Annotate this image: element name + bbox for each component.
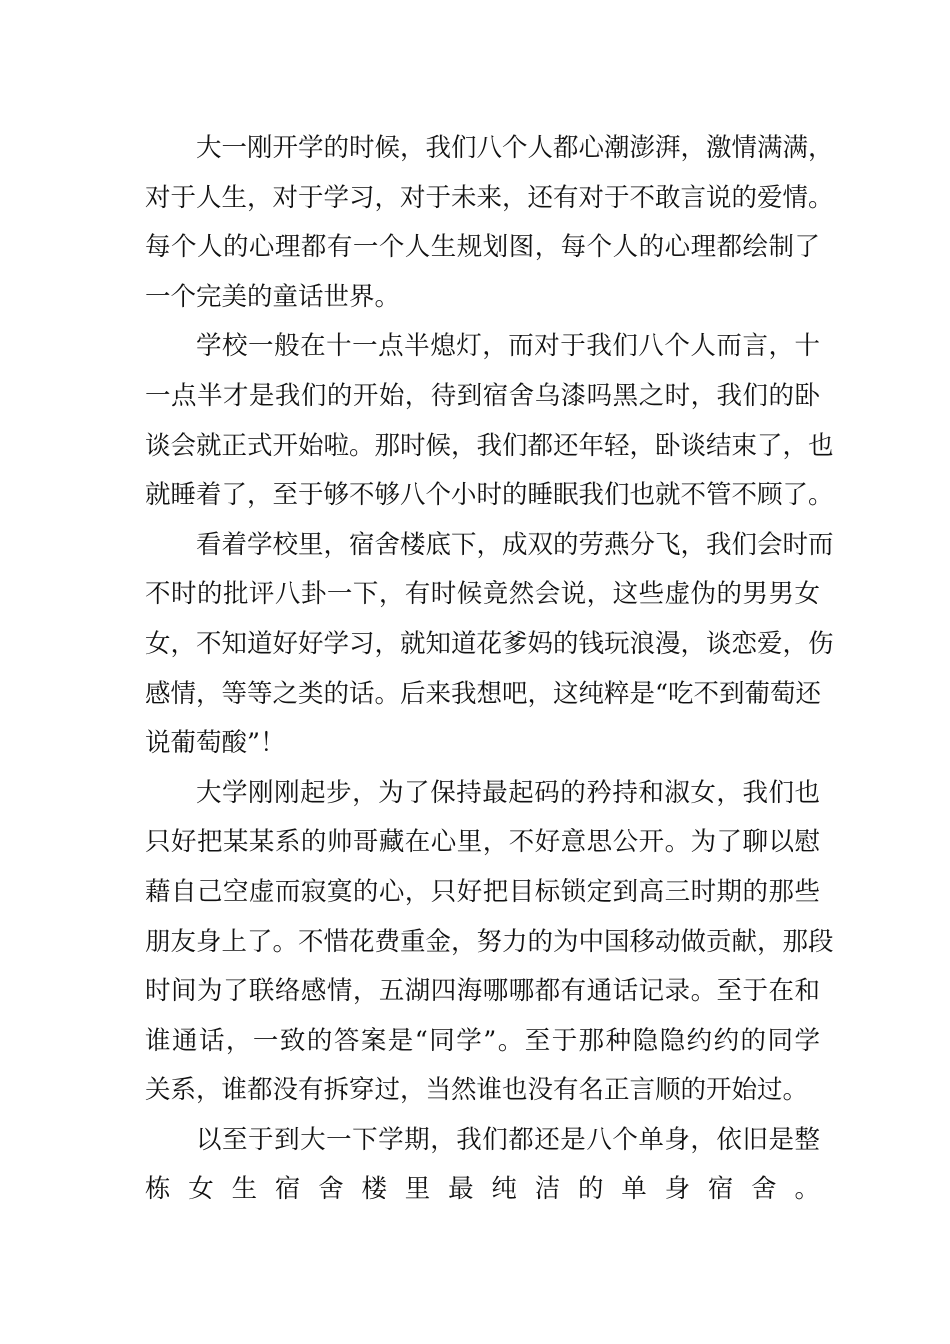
text-line: 看着学校里，宿舍楼底下，成双的劳燕分飞，我们会时而	[196, 529, 834, 560]
text-line: 说葡萄酸”！	[145, 728, 286, 759]
body-text	[145, 124, 834, 1215]
paragraph-1	[145, 124, 834, 322]
paragraph-2	[145, 322, 834, 520]
text-line: 每个人的心理都有一个人生规划图，每个人的心理都绘制了	[145, 232, 820, 263]
text-line: 谈会就正式开始啦。那时候，我们都还年轻，卧谈结束了，也	[145, 430, 834, 461]
text-line: 对于人生，对于学习，对于未来，还有对于不敢言说的爱情。	[145, 182, 834, 213]
text-line: 感情，等等之类的话。后来我想吧，这纯粹是“吃不到葡萄还	[145, 678, 822, 709]
text-line: 大学刚刚起步，为了保持最起码的矜持和淑女，我们也	[196, 777, 820, 808]
paragraph-3	[145, 521, 834, 769]
text-line: 一点半才是我们的开始，待到宿舍乌漆吗黑之时，我们的卧	[145, 380, 820, 411]
text-line: 不时的批评八卦一下，有时候竟然会说，这些虚伪的男男女	[145, 579, 820, 610]
text-line: 藉自己空虚而寂寞的心，只好把目标锁定到高三时期的那些	[145, 876, 820, 907]
text-line: 大一刚开学的时候，我们八个人都心潮澎湃，激情满满，	[196, 133, 834, 163]
paragraph-5	[145, 1116, 820, 1215]
text-line: 学校一般在十一点半熄灯，而对于我们八个人而言，十	[196, 331, 820, 362]
text-line: 栋女生宿舍楼里最纯洁的单身宿舍。	[145, 1174, 820, 1205]
text-line: 只好把某某系的帅哥藏在心里，不好意思公开。为了聊以慰	[145, 827, 820, 858]
text-line: 朋友身上了。不惜花费重金，努力的为中国移动做贡献，那段	[145, 926, 834, 957]
text-line: 以至于到大一下学期，我们都还是八个单身，依旧是整	[196, 1124, 820, 1155]
text-line: 就睡着了，至于够不够八个小时的睡眠我们也就不管不顾了。	[145, 480, 834, 511]
text-line: 时间为了联络感情，五湖四海哪哪都有通话记录。至于在和	[145, 976, 820, 1007]
text-line: 关系，谁都没有拆穿过，当然谁也没有名正言顺的开始过。	[145, 1075, 809, 1106]
text-line: 一个完美的童话世界。	[145, 281, 401, 312]
text-line: 女，不知道好好学习，就知道花爹妈的钱玩浪漫，谈恋爱，伤	[145, 628, 834, 659]
text-line: 谁通话，一致的答案是“同学”。至于那种隐隐约约的同学	[145, 1025, 820, 1056]
paragraph-4	[145, 769, 834, 1116]
